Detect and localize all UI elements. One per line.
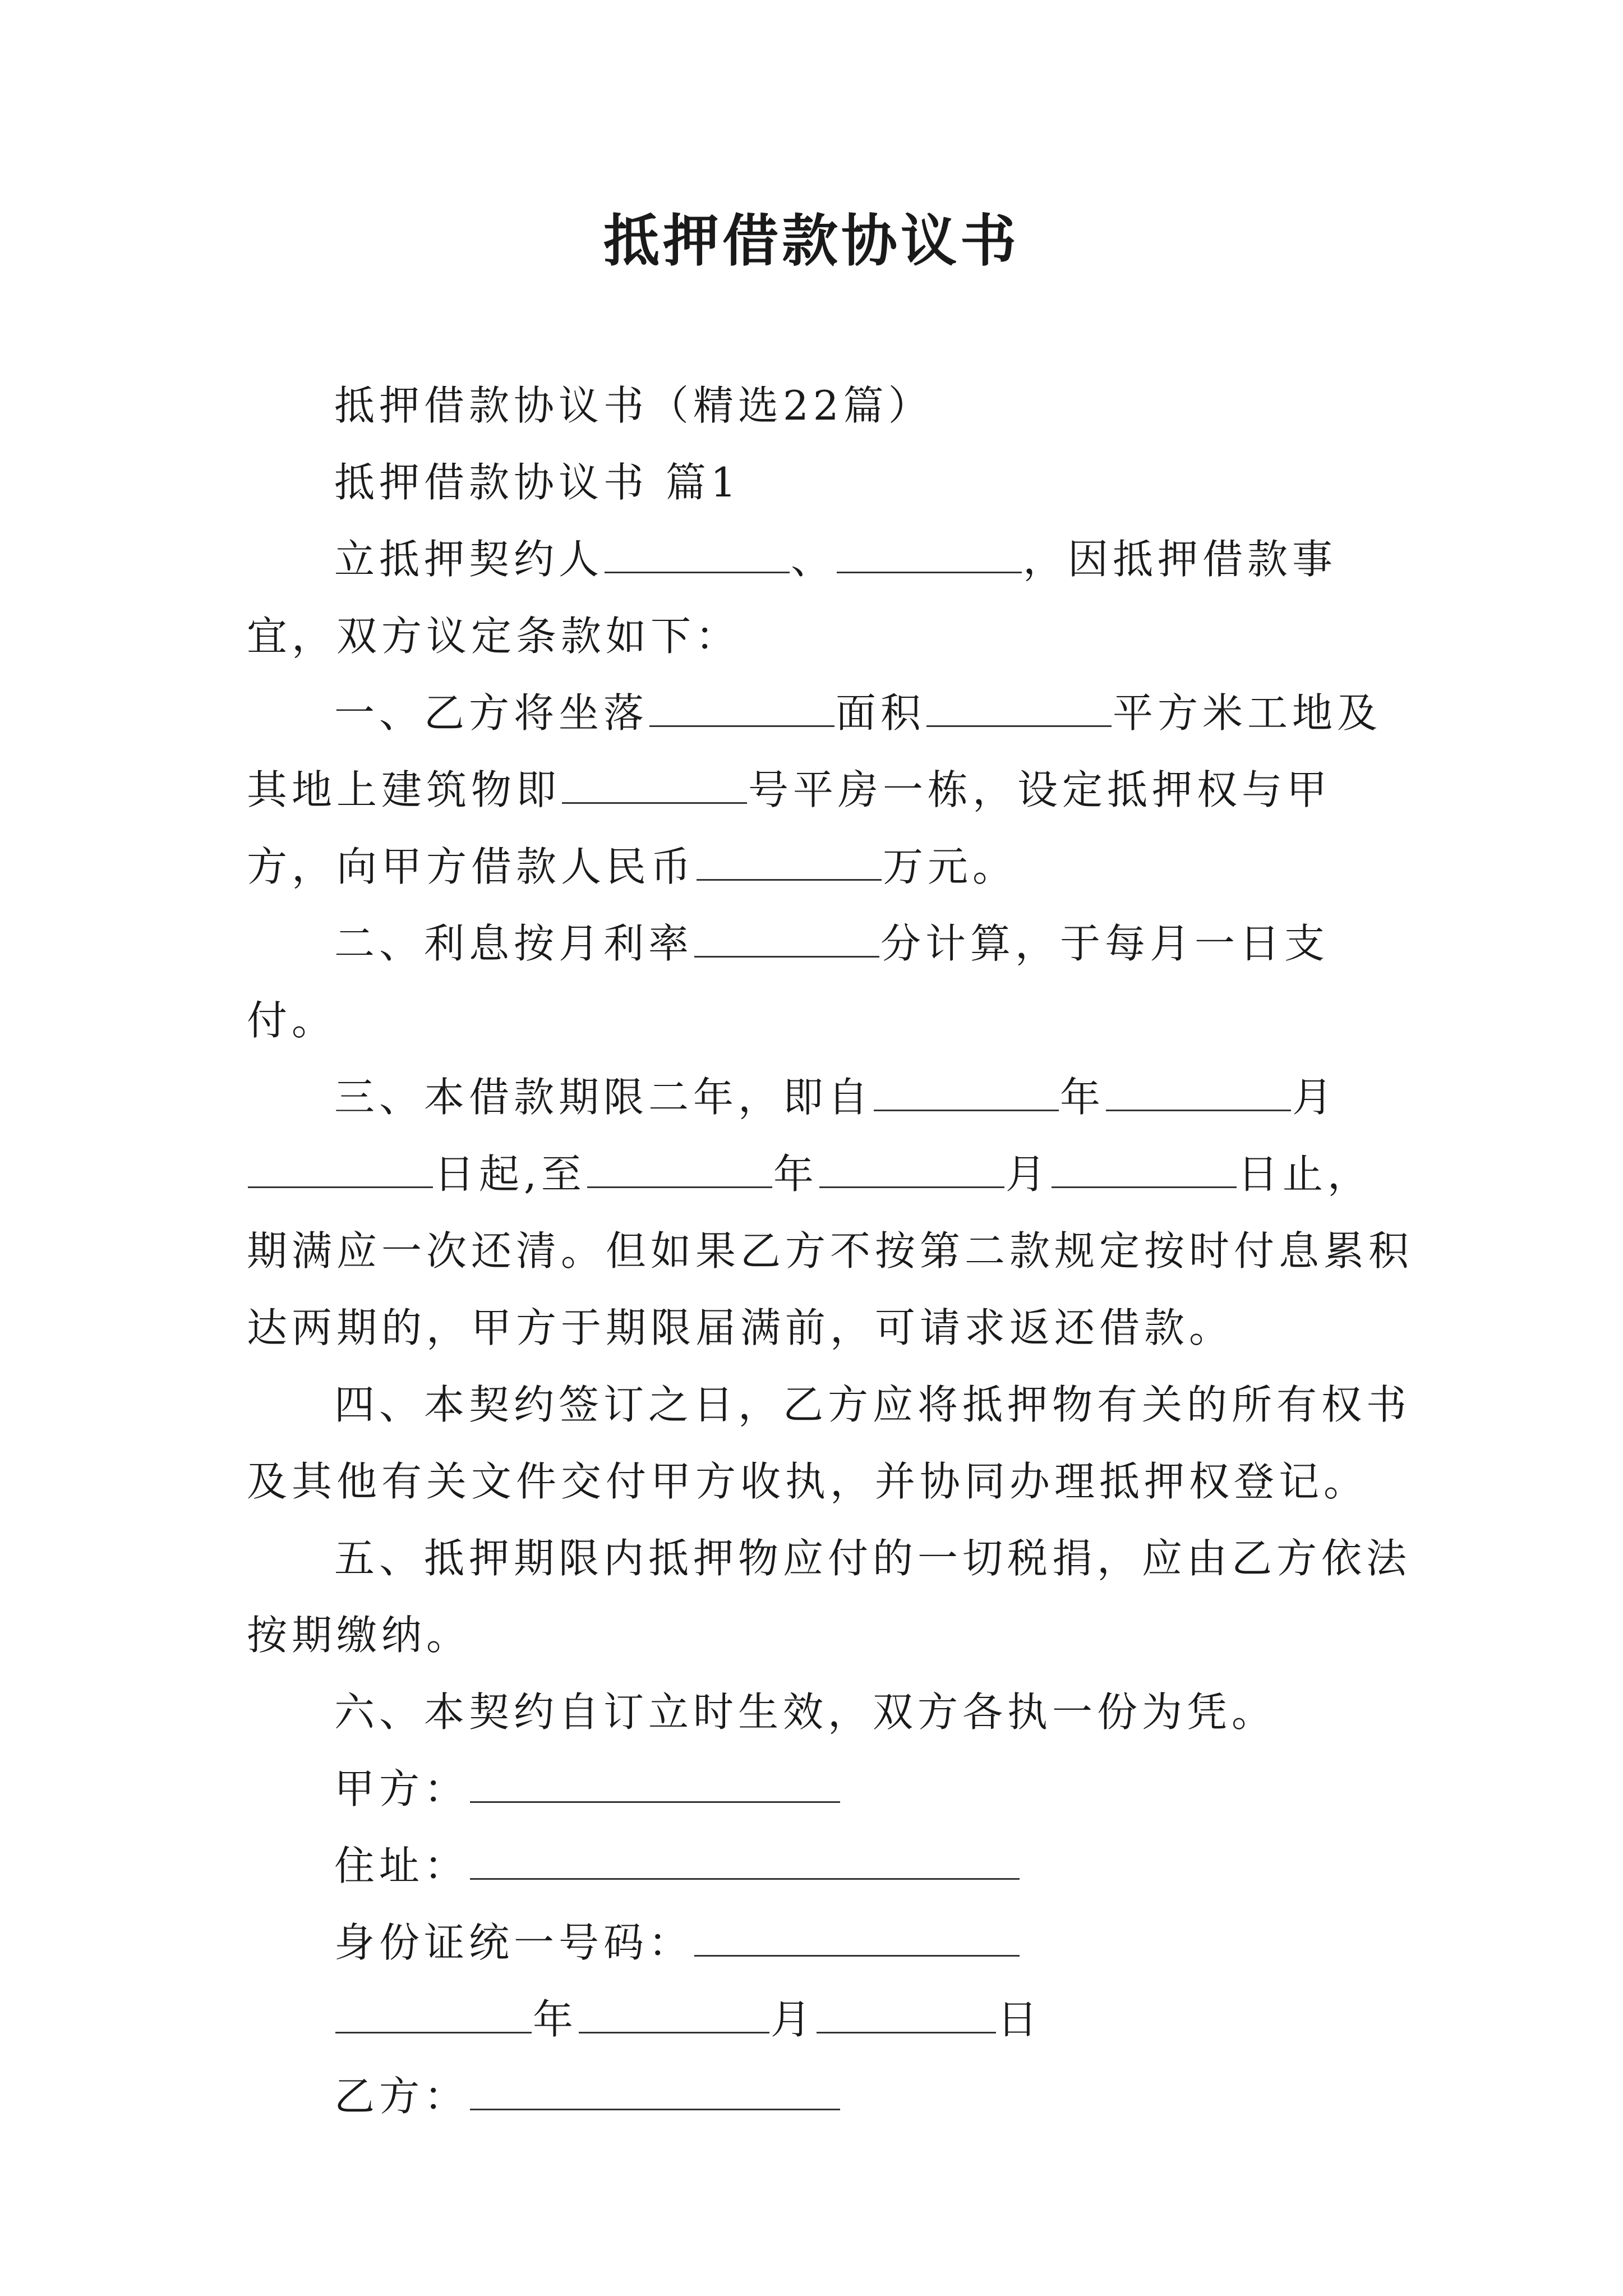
blank-line — [837, 560, 1022, 573]
clause-6: 六、本契约自订立时生效，双方各执一份为凭。 — [334, 1688, 1277, 1736]
blank-line — [562, 791, 747, 804]
blank-line — [605, 560, 790, 573]
clause-1: 一、乙方将坐落 面积 平方米工地及其地上建筑物即 号平房一栋，设定抵押权与甲方，向甲方借款人民币 万元。 — [247, 689, 1382, 890]
blank-line — [817, 2021, 996, 2033]
blank-line — [697, 868, 882, 881]
subtitle: 抵押借款协议书（精选22篇） — [334, 382, 933, 429]
blank-line — [470, 1867, 1020, 1880]
blank-line — [579, 2021, 769, 2033]
blank-line — [926, 714, 1112, 727]
id-number-line: 身份证统一号码： — [247, 1904, 1413, 1981]
clause-5: 五、抵押期限内抵押物应付的一切税捐，应由乙方依法按期缴纳。 — [247, 1535, 1412, 1659]
blank-line — [335, 2021, 532, 2033]
address-line: 住址： — [247, 1828, 1413, 1904]
blank-line — [248, 1175, 433, 1188]
document-body — [247, 367, 1413, 2135]
blank-line — [470, 2097, 840, 2110]
blank-line — [470, 1790, 840, 1803]
blank-line — [649, 714, 834, 727]
blank-line — [694, 945, 879, 958]
clause-4: 四、本契约签订之日，乙方应将抵押物有关的所有权书及其他有关文件交付甲方收执，并协同办理抵押权登记。 — [247, 1381, 1412, 1505]
party-a-line: 甲方： — [247, 1751, 1413, 1828]
clause-3: 三、本借款期限二年，即自 年 月 日起,至 年 月 日止，期满应一次还清。但如果乙方不按第二款规定按时付息累积达两期的，甲方于期限届满前，可请求返还借款。 — [247, 1074, 1414, 1351]
intro-paragraph: 立抵押契约人 、 ，因抵押借款事宜，双方议定条款如下： — [247, 536, 1338, 660]
date-line: 年 月 日 — [247, 1981, 1413, 2058]
blank-line — [1106, 1098, 1291, 1111]
blank-line — [694, 1944, 1020, 1957]
section-heading: 抵押借款协议书 篇1 — [334, 459, 741, 506]
blank-line — [819, 1175, 1004, 1188]
blank-line — [587, 1175, 772, 1188]
party-b-line: 乙方： — [247, 2058, 1413, 2135]
blank-line — [874, 1098, 1059, 1111]
clause-2: 二、利息按月利率 分计算，于每月一日支付。 — [247, 920, 1330, 1044]
blank-line — [1052, 1175, 1237, 1188]
document-title: 抵押借款协议书 — [603, 208, 1020, 274]
